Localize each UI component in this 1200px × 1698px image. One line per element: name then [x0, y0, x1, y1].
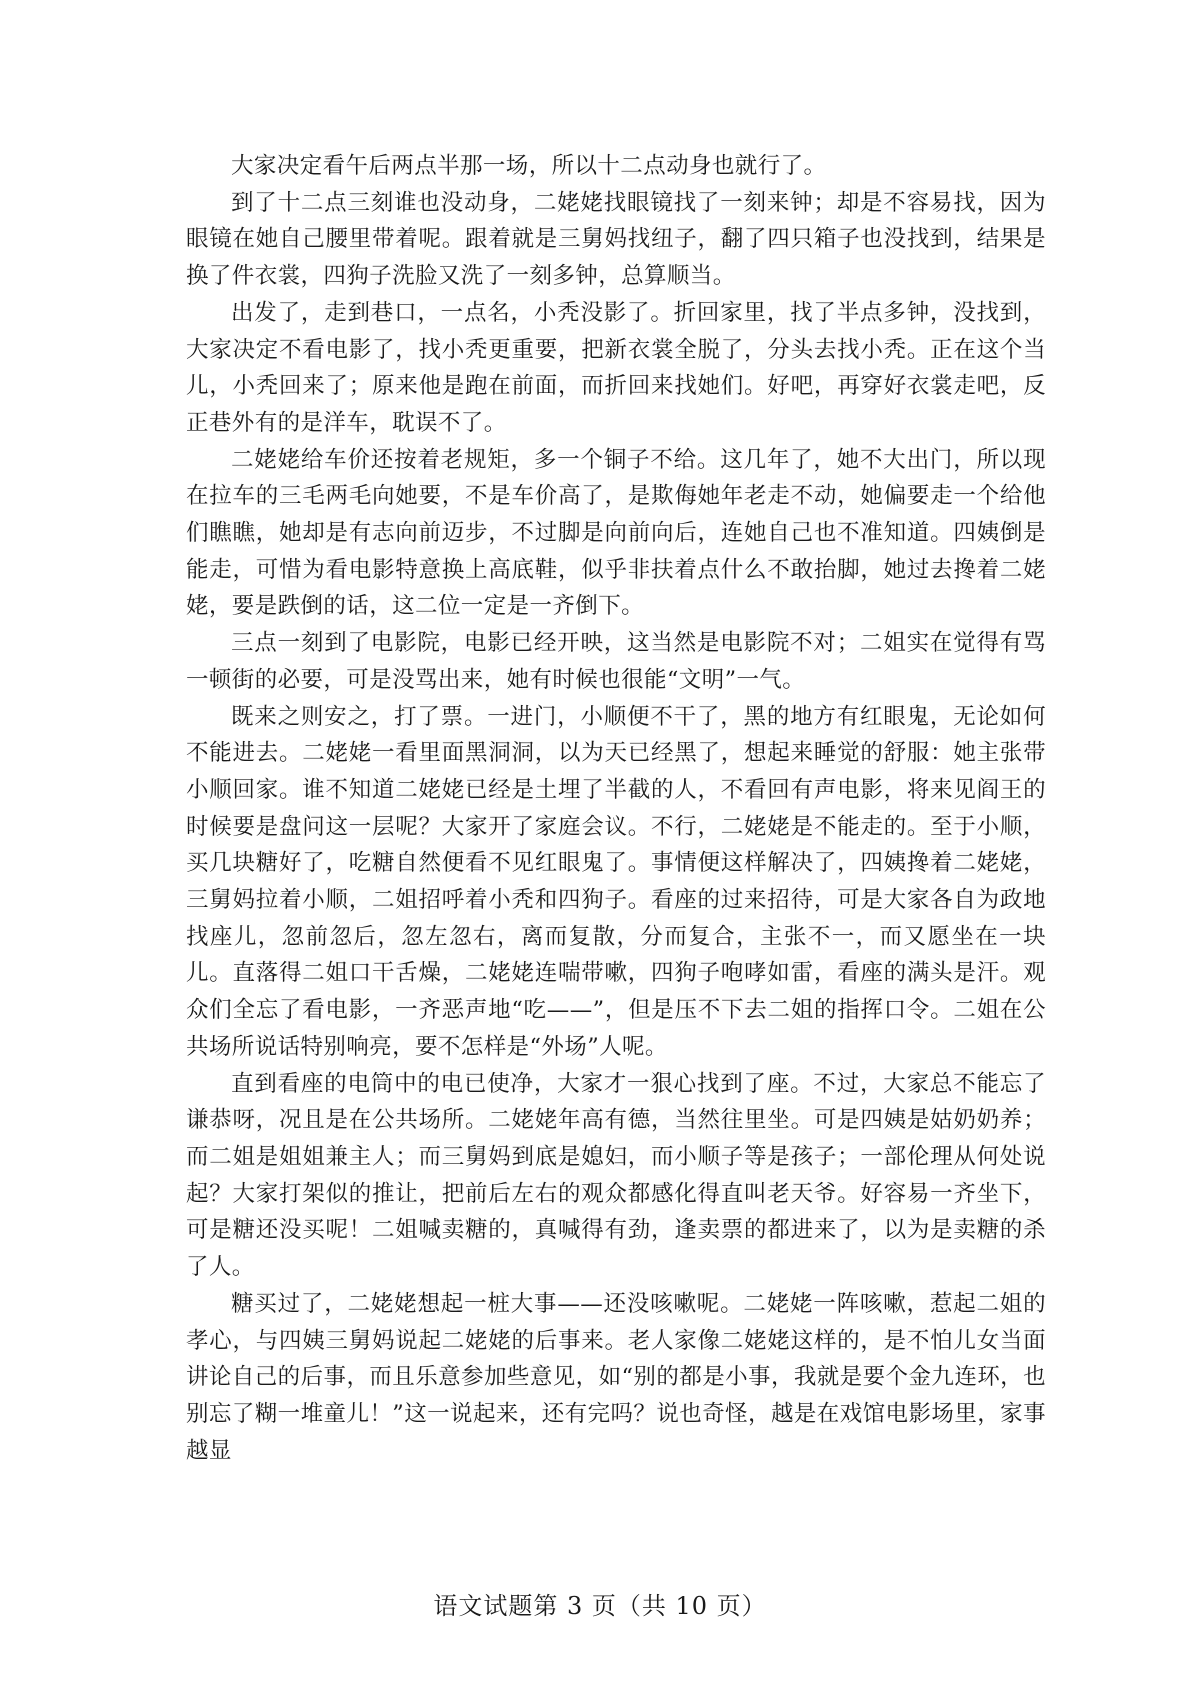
page-body — [186, 148, 1046, 1469]
page-footer — [0, 1586, 1200, 1621]
paragraph: 糖买过了，二姥姥想起一桩大事——还没咳嗽呢。二姥姥一阵咳嗽，惹起二姐的孝心，与四姨三舅妈说起二姥姥的后事来。老人家像二姥姥这样的，是不怕儿女当面讲论自己的后事，而且乐意参加些意见，如“别的都是小事，我就是要个金九连环，也别忘了糊一堆童儿！”这一说起来，还有完吗？说也奇怪，越是在戏馆电影场里，家事越显 — [186, 1290, 1046, 1464]
paragraph: 直到看座的电筒中的电已使净，大家才一狠心找到了座。不过，大家总不能忘了谦恭呀，况且是在公共场所。二姥姥年高有德，当然往里坐。可是四姨是姑奶奶养；而二姐是姐姐兼主人；而三舅妈到底是媳妇，而小顺子等是孩子；一部伦理从何处说起？大家打架似的推让，把前后左右的观众都感化得直叫老天爷。好容易一齐坐下，可是糖还没买呢！二姐喊卖糖的，真喊得有劲，逢卖票的都进来了，以为是卖糖的杀了人。 — [186, 1070, 1046, 1281]
paragraph: 二姥姥给车价还按着老规矩，多一个铜子不给。这几年了，她不大出门，所以现在拉车的三毛两毛向她要，不是车价高了，是欺侮她年老走不动，她偏要走一个给他们瞧瞧，她却是有志向前迈步，不过脚是向前向后，连她自己也不准知道。四姨倒是能走，可惜为看电影特意换上高底鞋，似乎非扶着点什么不敢抬脚，她过去搀着二姥姥，要是跌倒的话，这二位一定是一齐倒下。 — [186, 446, 1046, 620]
paragraph: 到了十二点三刻谁也没动身，二姥姥找眼镜找了一刻来钟；却是不容易找，因为眼镜在她自己腰里带着呢。跟着就是三舅妈找纽子，翻了四只箱子也没找到，结果是换了件衣裳，四狗子洗脸又洗了一刻多钟，总算顺当。 — [186, 189, 1046, 290]
paragraph: 既来之则安之，打了票。一进门，小顺便不干了，黑的地方有红眼鬼，无论如何不能进去。二姥姥一看里面黑洞洞，以为天已经黑了，想起来睡觉的舒服：她主张带小顺回家。谁不知道二姥姥已经是土埋了半截的人，不看回有声电影，将来见阎王的时候要是盘问这一层呢？大家开了家庭会议。不行，二姥姥是不能走的。至于小顺，买几块糖好了，吃糖自然便看不见红眼鬼了。事情便这样解决了，四姨搀着二姥姥，三舅妈拉着小顺，二姐招呼着小秃和四狗子。看座的过来招待，可是大家各自为政地找座儿，忽前忽后，忽左忽右，离而复散，分而复合，主张不一，而又愿坐在一块儿。直落得二姐口干舌燥，二姥姥连喘带嗽，四狗子咆哮如雷，看座的满头是汗。观众们全忘了看电影，一齐恶声地“吃——”，但是压不下去二姐的指挥口令。二姐在公共场所说话特别响亮，要不怎样是“外场”人呢。 — [186, 703, 1046, 1060]
paragraph: 大家决定看午后两点半那一场，所以十二点动身也就行了。 — [231, 153, 827, 179]
page-number-label: 语文试题第 3 页（共 10 页） — [433, 1592, 767, 1620]
paragraph: 三点一刻到了电影院，电影已经开映，这当然是电影院不对；二姐实在觉得有骂一顿街的必要，可是没骂出来，她有时候也很能“文明”一气。 — [186, 630, 1046, 693]
paragraph: 出发了，走到巷口，一点名，小秃没影了。折回家里，找了半点多钟，没找到，大家决定不看电影了，找小秃更重要，把新衣裳全脱了，分头去找小秃。正在这个当儿，小秃回来了；原来他是跑在前面，而折回来找她们。好吧，再穿好衣裳走吧，反正巷外有的是洋车，耽误不了。 — [186, 299, 1046, 436]
